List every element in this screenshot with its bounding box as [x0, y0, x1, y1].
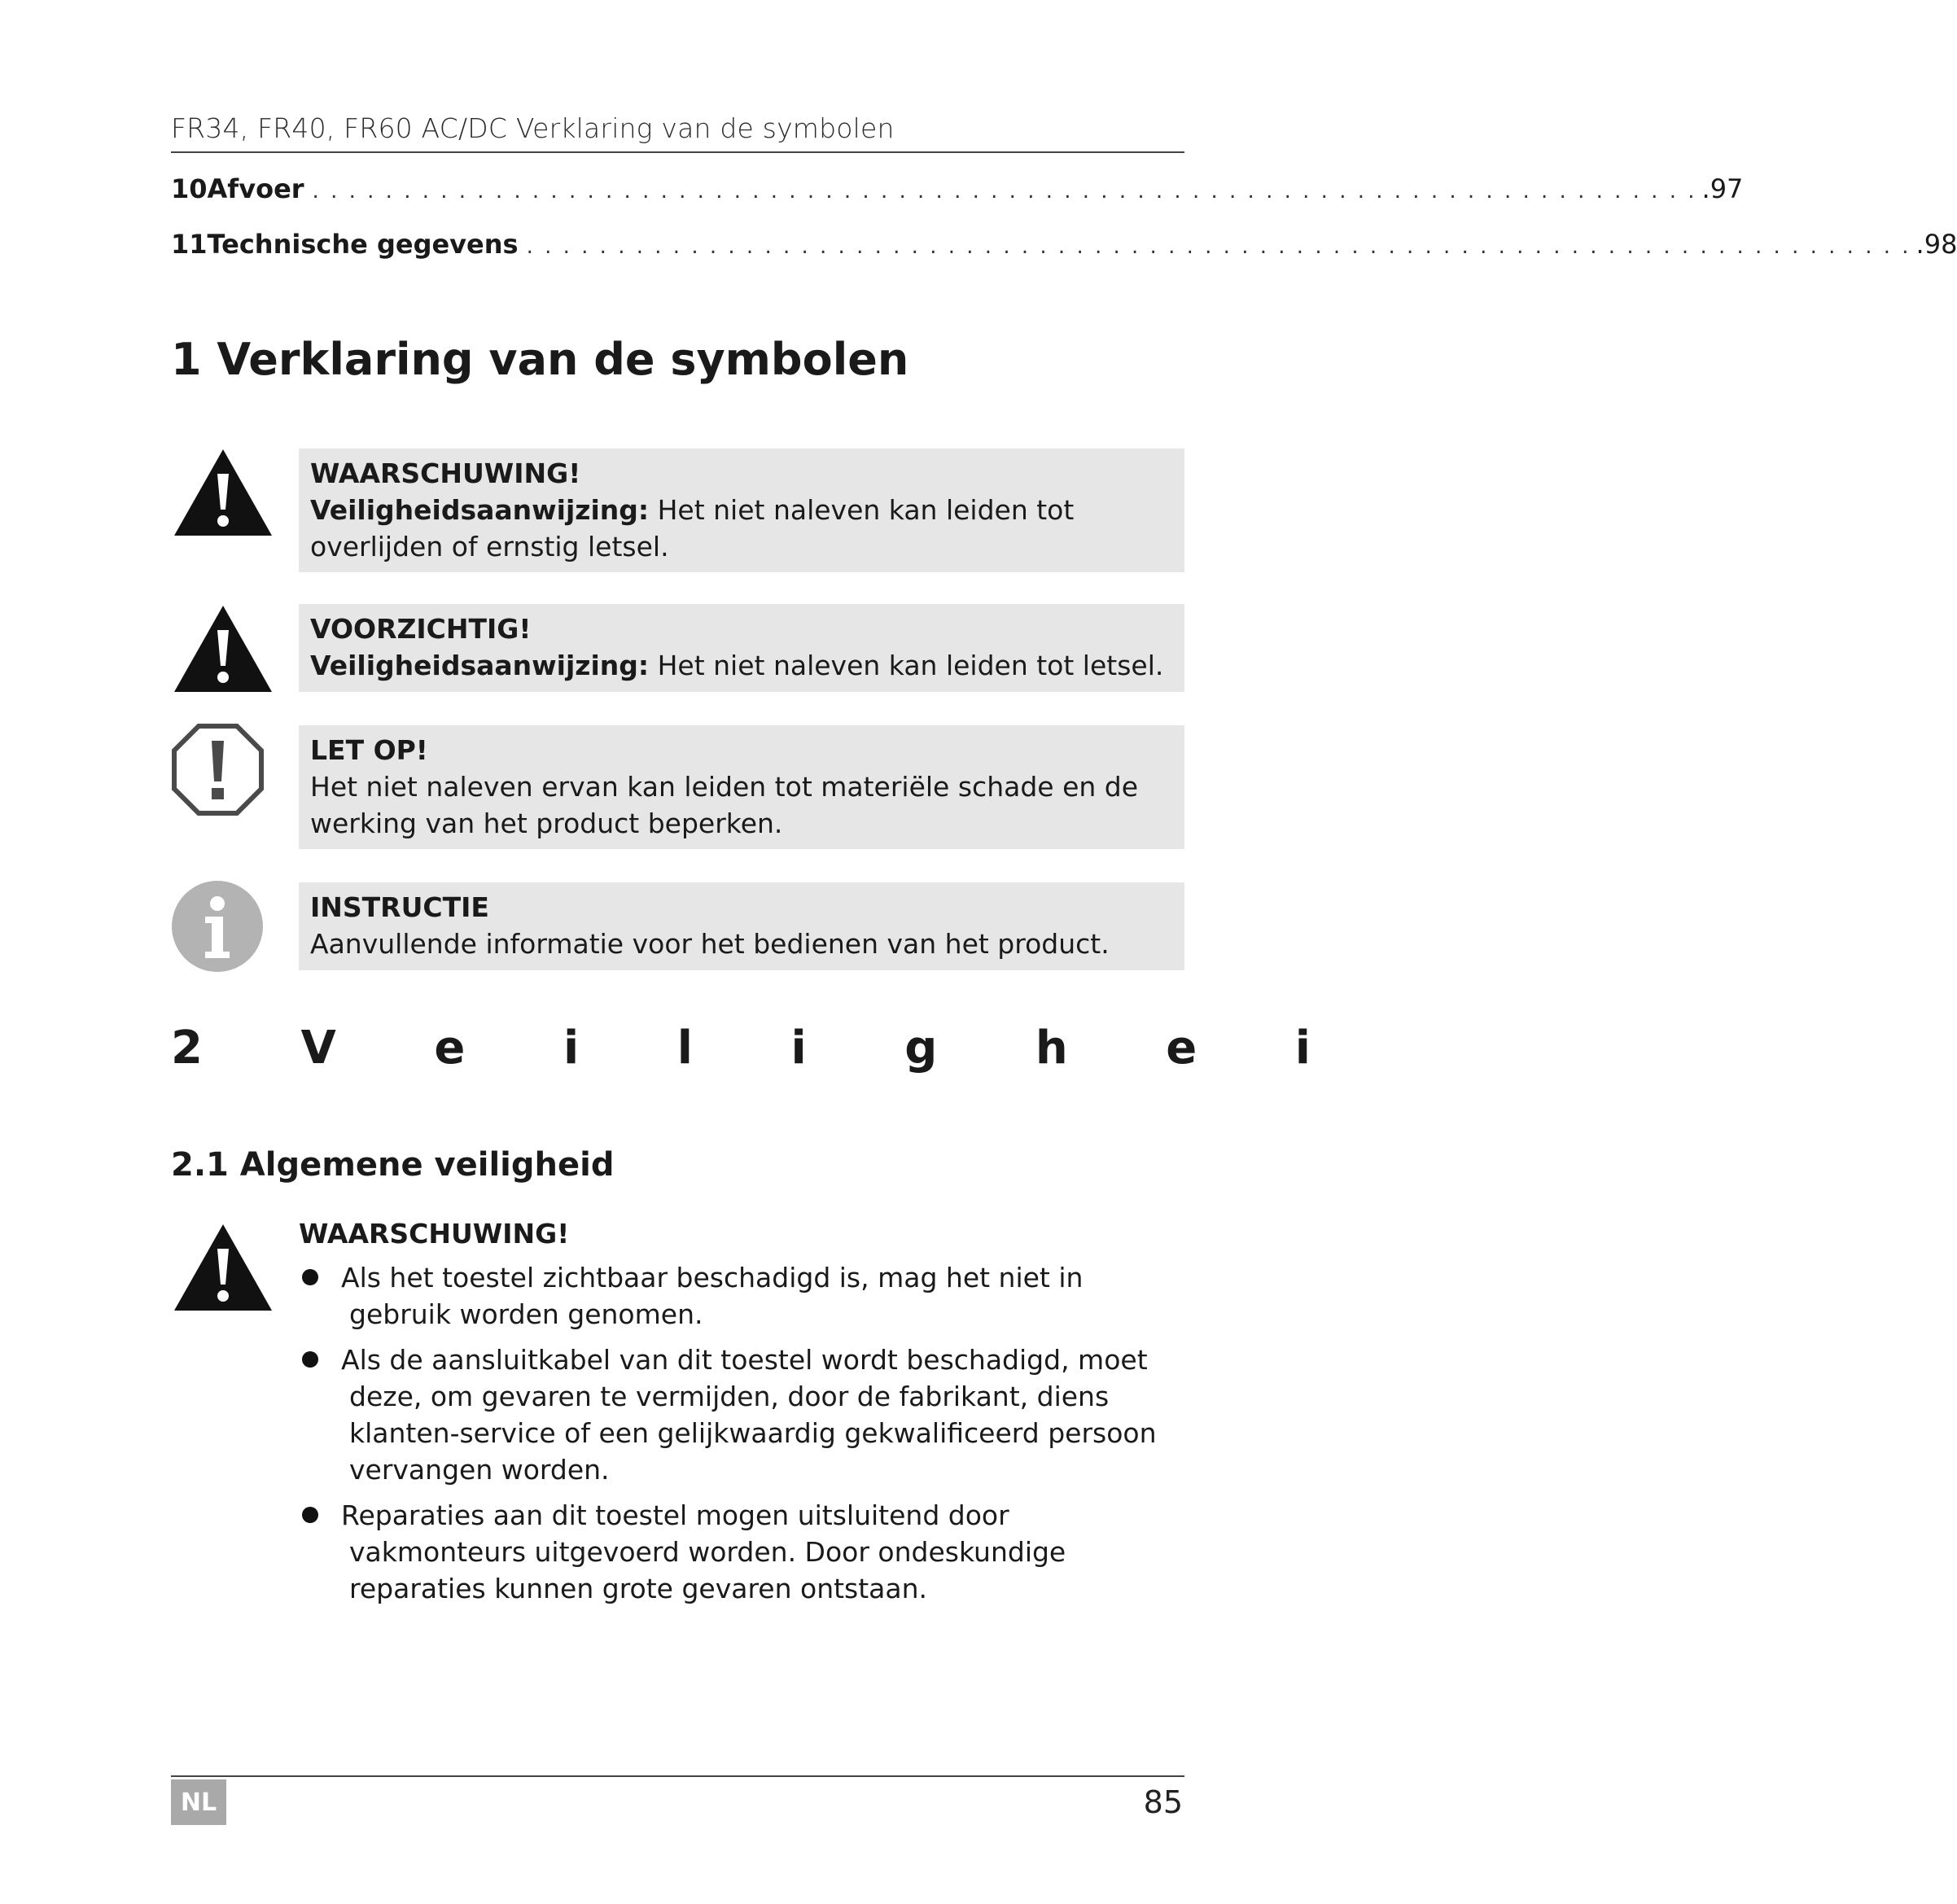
notice-bold-text: Veiligheidsaanwijzing: [310, 650, 650, 681]
language-badge: NL [171, 1779, 226, 1825]
notice-text: Aanvullende informatie voor het bedienen van het product. [310, 928, 1110, 960]
list-item [299, 1342, 1186, 1488]
toc-number: 10 [171, 173, 208, 204]
running-header: FR34, FR40, FR60 AC/DC Verklaring van de symbolen [171, 112, 895, 144]
notice-text: Het niet naleven ervan kan leiden tot materiële schade en de werking van het product beperken. [310, 771, 1139, 839]
heading-letter: 2 [171, 1022, 203, 1075]
warning-triangle-icon [171, 446, 275, 542]
list-item-text: Als de aansluitkabel van dit toestel wordt beschadigd, moet deze, om gevaren te vermijden, door de fabrikant, diens klanten-service of een gelijkwaardig gekwalificeerd persoon vervangen worden. [341, 1344, 1157, 1486]
list-item-text: Reparaties aan dit toestel mogen uitsluitend door vakmonteurs uitgevoerd worden. Door ondeskundige reparaties kunnen grote gevaren ontstaan. [341, 1499, 1066, 1604]
page-number: 85 [1143, 1784, 1183, 1820]
notice-text: Het niet naleven kan leiden tot overlijden of ernstig letsel. [310, 494, 1075, 562]
heading-letter: e [434, 1022, 466, 1075]
notice-label: INSTRUCTIE [310, 891, 489, 923]
heading-letter: i [1294, 1022, 1311, 1075]
notice-bold-text: Veiligheidsaanwijzing: [310, 494, 650, 526]
notice-text: Het niet naleven kan leiden tot letsel. [649, 650, 1164, 681]
caution-triangle-icon [171, 602, 275, 698]
heading-letter: i [563, 1022, 580, 1075]
toc-page: .98 [1915, 229, 1957, 260]
heading-letter: h [1035, 1022, 1068, 1075]
toc-page: .97 [1701, 173, 1744, 204]
notice-box-caution [299, 604, 1184, 692]
toc-entry[interactable] [171, 229, 1957, 269]
toc-title: Technische gegevens [207, 229, 519, 260]
toc-title: Afvoer [207, 173, 304, 204]
list-item [299, 1259, 1186, 1333]
warning-label: WAARSCHUWING! [299, 1218, 570, 1250]
heading-letter: g [904, 1022, 938, 1075]
toc-entry[interactable] [171, 173, 1744, 214]
list-item-text: Als het toestel zichtbaar beschadigd is, mag het niet in gebruik worden genomen. [341, 1262, 1084, 1330]
heading-letter: l [676, 1022, 693, 1075]
toc-leader-dots: . . . . . . . . . . . . . . . . . . . . . . . . . . . . . . . . . . . . . . . . . . . . . . . . . . . . . . . . . . . . . . . . . . . . . . . . . . . . [526, 234, 1911, 259]
notice-label: VOORZICHTIG! [310, 613, 532, 645]
notice-box-warning [299, 449, 1184, 572]
bullet-dot-icon [302, 1507, 318, 1523]
info-circle-icon [171, 880, 275, 977]
notice-box-let-op [299, 725, 1184, 849]
notice-octagon-icon [171, 723, 275, 820]
heading-letter: V [300, 1022, 336, 1075]
notice-box-instructie [299, 882, 1184, 970]
heading-letter: e [1166, 1022, 1197, 1075]
subsection-title: 2.1 Algemene veiligheid [171, 1146, 615, 1184]
notice-label: LET OP! [310, 734, 428, 766]
heading-letter: i [790, 1022, 807, 1075]
footer-rule [171, 1775, 1184, 1777]
safety-bullet-list [299, 1259, 1186, 1616]
bullet-dot-icon [302, 1351, 318, 1368]
warning-triangle-icon [171, 1221, 275, 1317]
toc-leader-dots: . . . . . . . . . . . . . . . . . . . . . . . . . . . . . . . . . . . . . . . . . . . . . . . . . . . . . . . . . . . . . . . . . . . . . . . . . . . . [312, 179, 1697, 204]
toc-number: 11 [171, 229, 208, 260]
bullet-dot-icon [302, 1269, 318, 1285]
header-rule [171, 151, 1184, 153]
section-2-heading [171, 1022, 1311, 1075]
section-title: 1 Verklaring van de symbolen [171, 334, 909, 385]
notice-label: WAARSCHUWING! [310, 457, 581, 489]
list-item [299, 1497, 1186, 1607]
